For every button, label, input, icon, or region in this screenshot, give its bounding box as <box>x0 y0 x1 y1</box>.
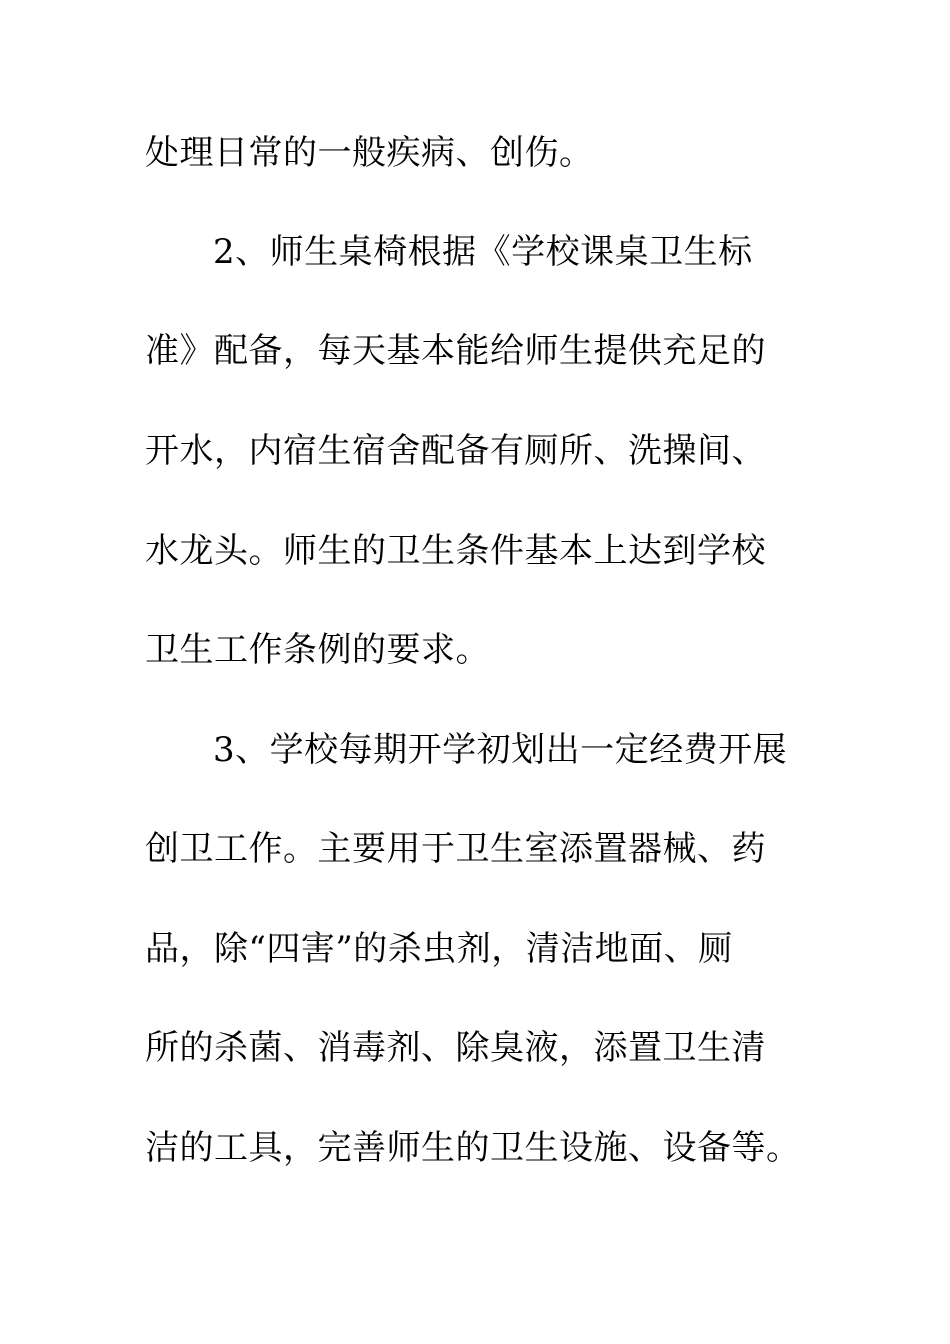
text-line: 处理日常的一般疾病、创伤。 <box>145 133 594 173</box>
text-line: 洁的工具，完善师生的卫生设施、设备等。 <box>145 1128 801 1168</box>
paragraph-3-first-line: 3、学校每期开学初划出一定经费开展 <box>213 730 788 770</box>
text-line: 开水，内宿生宿舍配备有厕所、洗操间、 <box>145 431 766 471</box>
text-line: 品，除“四害”的杀虫剂，清洁地面、厕 <box>145 929 733 969</box>
text-line: 准》配备，每天基本能给师生提供充足的 <box>145 331 766 371</box>
paragraph-2-first-line: 2、师生桌椅根据《学校课桌卫生标 <box>213 232 753 272</box>
text-line: 卫生工作条例的要求。 <box>145 630 490 670</box>
text-line: 所的杀菌、消毒剂、除臭液，添置卫生清 <box>145 1028 766 1068</box>
text-line: 水龙头。师生的卫生条件基本上达到学校 <box>145 531 766 571</box>
text-line: 创卫工作。主要用于卫生室添置器械、药 <box>145 829 766 869</box>
